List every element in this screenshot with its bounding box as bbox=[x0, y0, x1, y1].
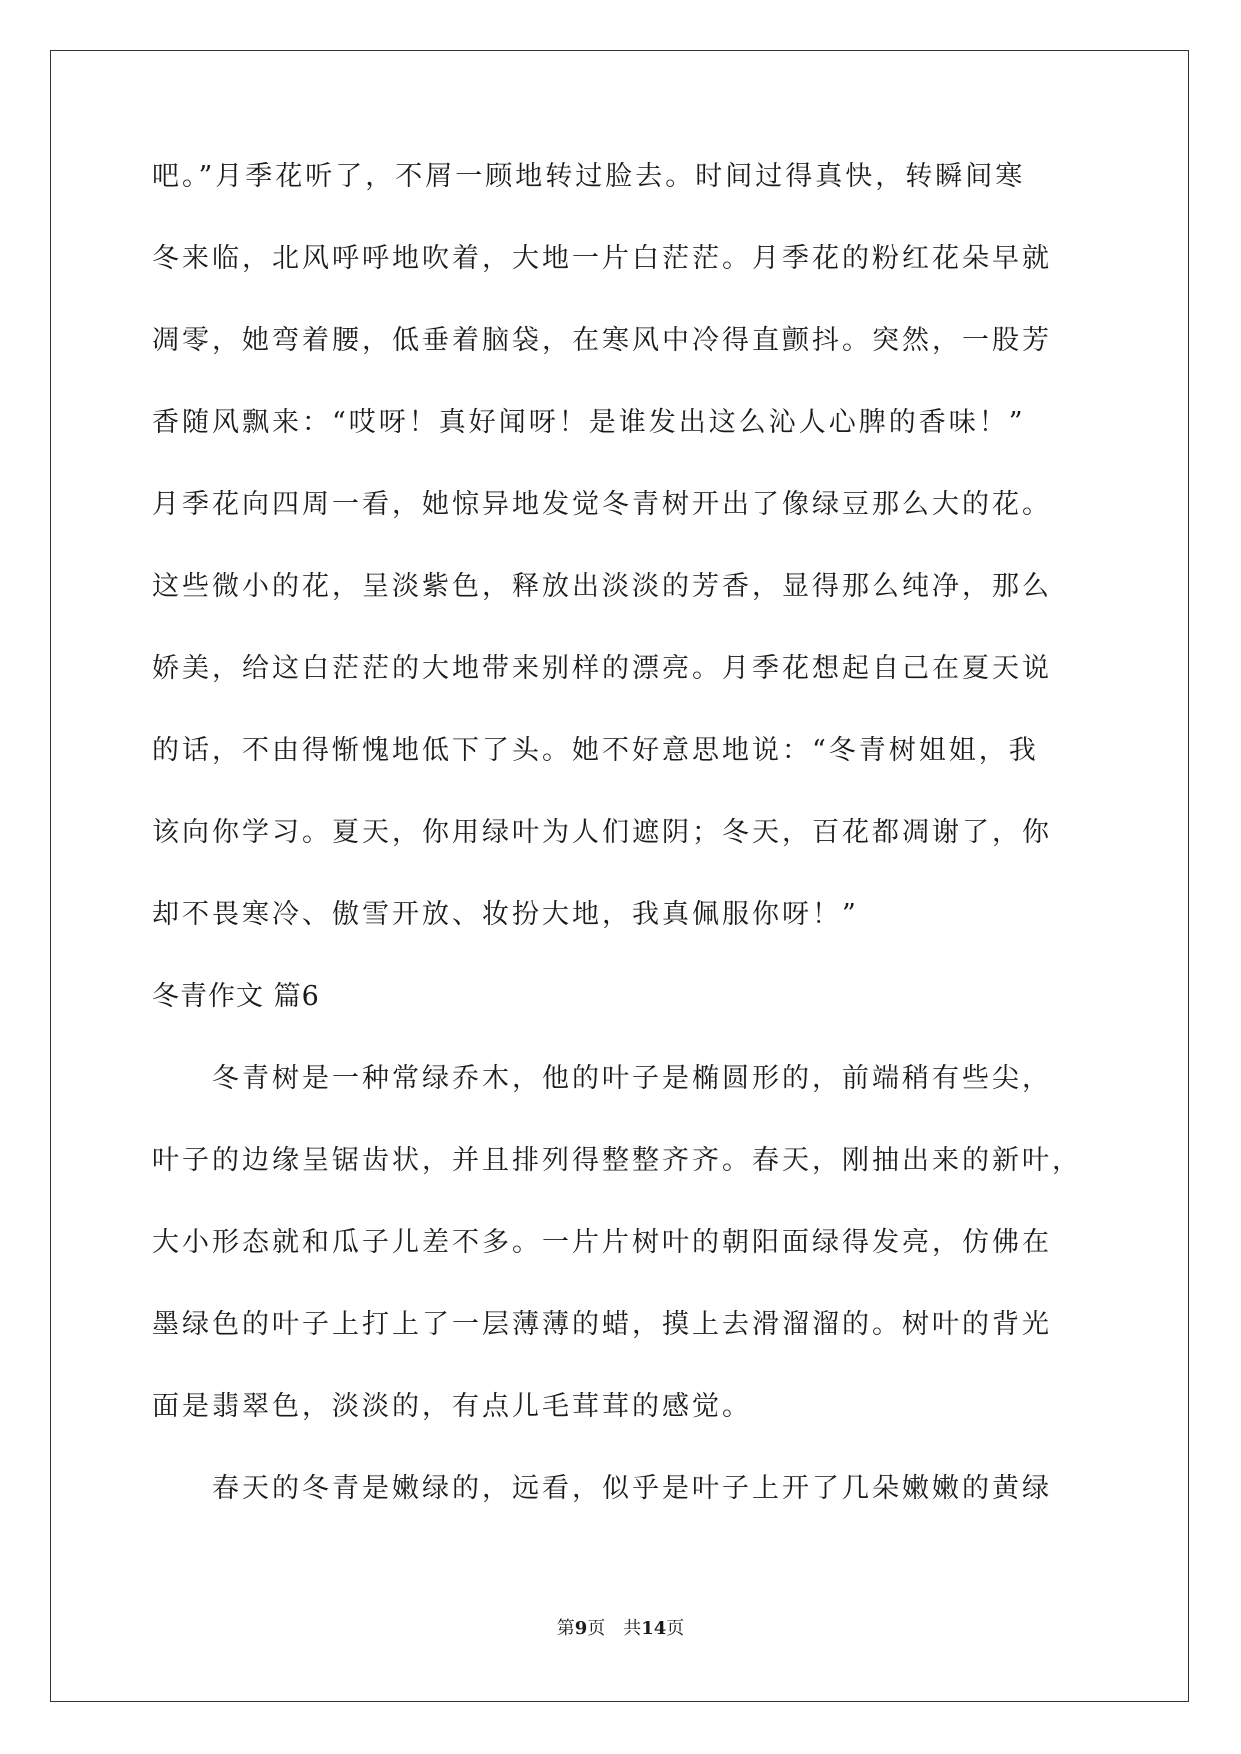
section-heading: 冬青作文 篇6 bbox=[152, 981, 320, 1012]
paragraph-leaf-description bbox=[152, 1062, 1092, 1424]
paragraph-spring bbox=[152, 1472, 1092, 1506]
text-line: 娇美，给这白茫茫的大地带来别样的漂亮。月季花想起自己在夏天说 bbox=[152, 653, 1052, 684]
text-line: 却不畏寒冷、傲雪开放、妆扮大地，我真佩服你呀！” bbox=[152, 899, 859, 930]
text-line: 冬来临，北风呼呼地吹着，大地一片白茫茫。月季花的粉红花朵早就 bbox=[152, 243, 1052, 274]
text-line: 春天的冬青是嫩绿的，远看，似乎是叶子上开了几朵嫩嫩的黄绿 bbox=[152, 1473, 1052, 1504]
text-line: 叶子的边缘呈锯齿状，并且排列得整整齐齐。春天，刚抽出来的新叶， bbox=[152, 1145, 1082, 1176]
document-body bbox=[152, 160, 1092, 1554]
footer-prefix: 第 bbox=[556, 1618, 575, 1639]
text-line: 香随风飘来：“哎呀！真好闻呀！是谁发出这么沁人心脾的香味！” bbox=[152, 407, 1026, 438]
text-line: 月季花向四周一看，她惊异地发觉冬青树开出了像绿豆那么大的花。 bbox=[152, 489, 1052, 520]
total-pages-number: 14 bbox=[641, 1618, 667, 1639]
text-line: 吧。”月季花听了，不屑一顾地转过脸去。时间过得真快，转瞬间寒 bbox=[152, 161, 1026, 192]
text-line: 凋零，她弯着腰，低垂着脑袋，在寒风中冷得直颤抖。突然，一股芳 bbox=[152, 325, 1052, 356]
text-line: 这些微小的花，呈淡紫色，释放出淡淡的芳香，显得那么纯净，那么 bbox=[152, 571, 1052, 602]
footer-middle: 页 共 bbox=[587, 1618, 642, 1639]
text-line: 的话，不由得惭愧地低下了头。她不好意思地说：“冬青树姐姐，我 bbox=[152, 735, 1039, 766]
text-line: 大小形态就和瓜子儿差不多。一片片树叶的朝阳面绿得发亮，仿佛在 bbox=[152, 1227, 1052, 1258]
text-line: 冬青树是一种常绿乔木，他的叶子是椭圆形的，前端稍有些尖， bbox=[152, 1063, 1052, 1094]
paragraph-story-ending bbox=[152, 160, 1092, 932]
text-line: 墨绿色的叶子上打上了一层薄薄的蜡，摸上去滑溜溜的。树叶的背光 bbox=[152, 1309, 1052, 1340]
text-line: 该向你学习。夏天，你用绿叶为人们遮阴；冬天，百花都凋谢了，你 bbox=[152, 817, 1052, 848]
current-page-number: 9 bbox=[574, 1618, 588, 1639]
text-line: 面是翡翠色，淡淡的，有点儿毛茸茸的感觉。 bbox=[152, 1391, 752, 1422]
footer-suffix: 页 bbox=[666, 1618, 685, 1639]
page-number-footer bbox=[0, 1618, 1241, 1640]
